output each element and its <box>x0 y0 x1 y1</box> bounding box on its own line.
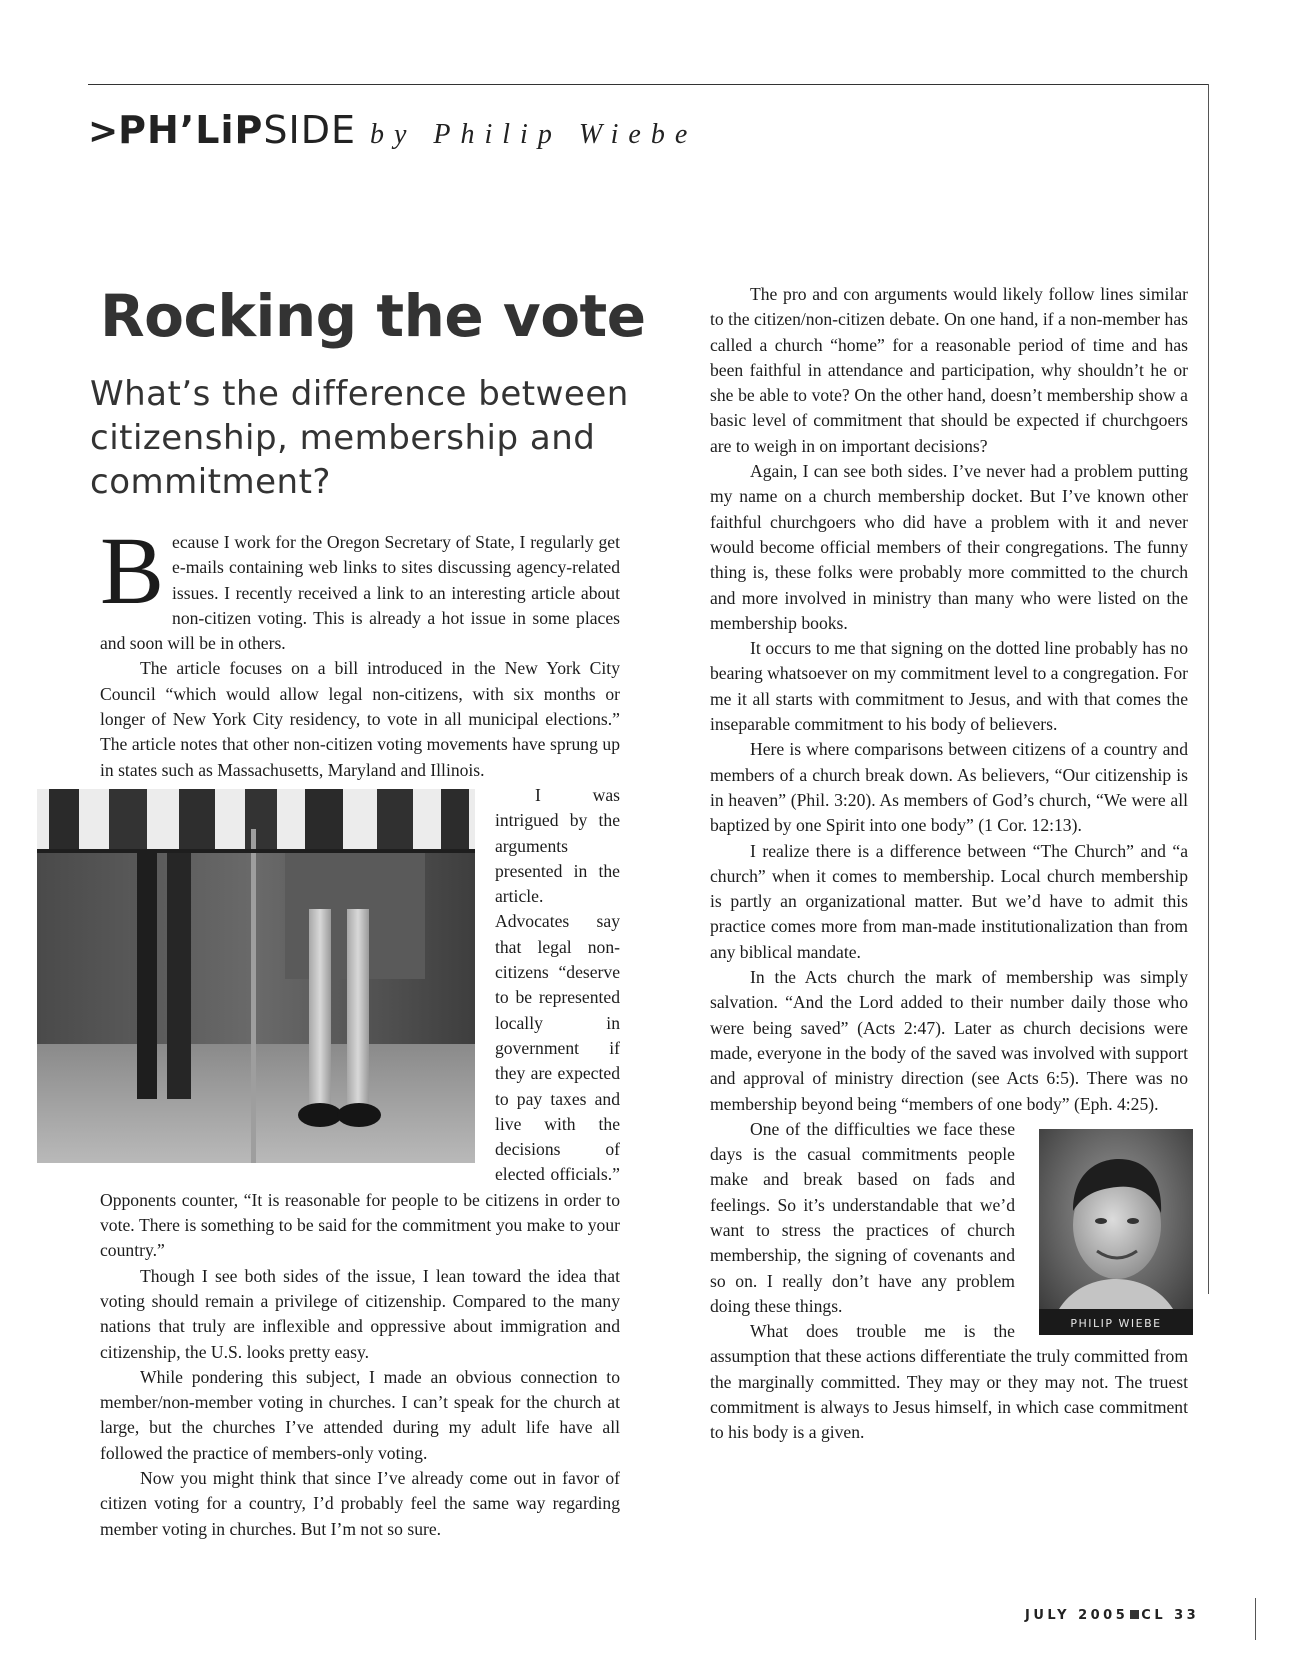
top-rule <box>88 84 1208 85</box>
paragraph-text: ecause I work for the Oregon Secretary of State, I regularly get e-mails containing web links to sites discussing agency-related issues. I recently received a link to an interesting article about non-citizen voting. This is already a hot issue in some places and soon will be in others. <box>100 532 620 654</box>
drop-cap: B <box>100 517 165 624</box>
paragraph: I was intrigued by the arguments presented in the article. Advocates say that legal non-citizens “deserve to be represented locally in government if they are expected to pay taxes and live with the decisions of elected officials.” Opponents counter, “It is reasonable for people to be citizens in order to vote. There is something to be said for the commitment you make to your country.” <box>100 784 620 1261</box>
headline: Rocking the vote <box>100 282 646 350</box>
paragraph: The article focuses on a bill introduced in the New York City Council “which would allow legal non-citizens, with six months or longer of New York City residency, to vote in all municipal elections.” The article notes that other non-citizen voting movements have sprung up in states such as Massachusetts, Maryland and Illinois. <box>100 658 620 780</box>
column-masthead <box>88 108 697 152</box>
paragraph: What does trouble me is the assumption that these actions differentiate the truly committed from the marginally committed. They may or they may not. The truest commitment is always to Jesus himself, in which case commitment to his body is a given. <box>710 1321 1188 1443</box>
page-folio <box>1025 1608 1199 1623</box>
author-portrait <box>1039 1129 1193 1335</box>
masthead-arrow: > <box>88 111 119 152</box>
paragraph: Here is where comparisons between citizens of a country and members of a church break down. As believers, “Our citizenship is in heaven” (Phil. 3:20). As members of God’s church, “We were all baptized by one Spirit into one body” (1 Cor. 12:13). <box>710 739 1188 836</box>
deck-subtitle: What’s the difference between citizenship, membership and commitment? <box>90 374 629 502</box>
portrait-caption: PHILIP WIEBE <box>1070 1316 1162 1330</box>
masthead-philip: PH’LiP <box>118 108 264 152</box>
folio-date: JULY 2005 <box>1025 1608 1129 1623</box>
right-rule <box>1208 84 1209 1294</box>
paragraph: I realize there is a difference between “The Church” and “a church” when it comes to membership. Local church membership is partly an organizational matter. But we’d have to admit this practice comes more from man-made institutionalization than from any biblical mandate. <box>710 840 1188 962</box>
masthead-side: SIDE <box>263 108 356 152</box>
right-rule-lower <box>1255 1598 1256 1640</box>
left-column <box>100 517 620 1542</box>
folio-square-icon <box>1130 1610 1139 1619</box>
paragraph: Though I see both sides of the issue, I lean toward the idea that voting should remain a privilege of citizenship. Compared to the many nations that truly are inflexible and oppressive about immigration and citizenship, the U.S. looks pretty easy. <box>100 1265 620 1362</box>
paragraph: One of the difficulties we face these days is the casual commitments people make and break based on fads and feelings. So it’s understandable that we’d want to stress the practices of church membership, the signing of covenants and so on. I really don’t have any problem doing these things. <box>710 1118 1015 1316</box>
byline: by Philip Wiebe <box>369 119 698 150</box>
folio-page: CL 33 <box>1141 1608 1200 1623</box>
paragraph <box>100 517 620 656</box>
paragraph: Again, I can see both sides. I’ve never had a problem putting my name on a church membership docket. But I’ve known other faithful churchgoers who did have a problem with it and never would become official members of their congregations. The funny thing is, these folks were probably more committed to the church and more involved in ministry than many who were listed on the membership books. <box>710 461 1188 633</box>
paragraph: It occurs to me that signing on the dotted line probably has no bearing whatsoever on my commitment level to a congregation. For me it all starts with commitment to Jesus, and with that comes the inseparable commitment to his body of believers. <box>710 638 1188 735</box>
paragraph: The pro and con arguments would likely follow lines similar to the citizen/non-citizen debate. On one hand, if a non-member has called a church “home” for a reasonable period of time and has been faithful in attendance and participation, why shouldn’t he or she be able to vote? On the other hand, doesn’t membership show a basic level of commitment that should be expected if churchgoers are to weigh in on important decisions? <box>710 284 1188 456</box>
paragraph: In the Acts church the mark of membership was simply salvation. “And the Lord added to their number daily those who were being saved” (Acts 2:47). Later as church decisions were made, everyone in the body of the saved was involved with support and approval of ministry direction (see Acts 6:5). There was no membership beyond being “members of one body” (Eph. 4:25). <box>710 967 1188 1114</box>
paragraph: While pondering this subject, I made an obvious connection to member/non-member voting in churches. I can’t speak for the church at large, but the churches I’ve attended during my adult life have all followed the practice of members-only voting. <box>100 1366 620 1463</box>
paragraph: Now you might think that since I’ve already come out in favor of citizen voting for a country, I’d probably feel the same way regarding member voting in churches. But I’m not so sure. <box>100 1467 620 1539</box>
voting-booth-photo <box>37 789 475 1163</box>
right-column <box>710 282 1188 1446</box>
